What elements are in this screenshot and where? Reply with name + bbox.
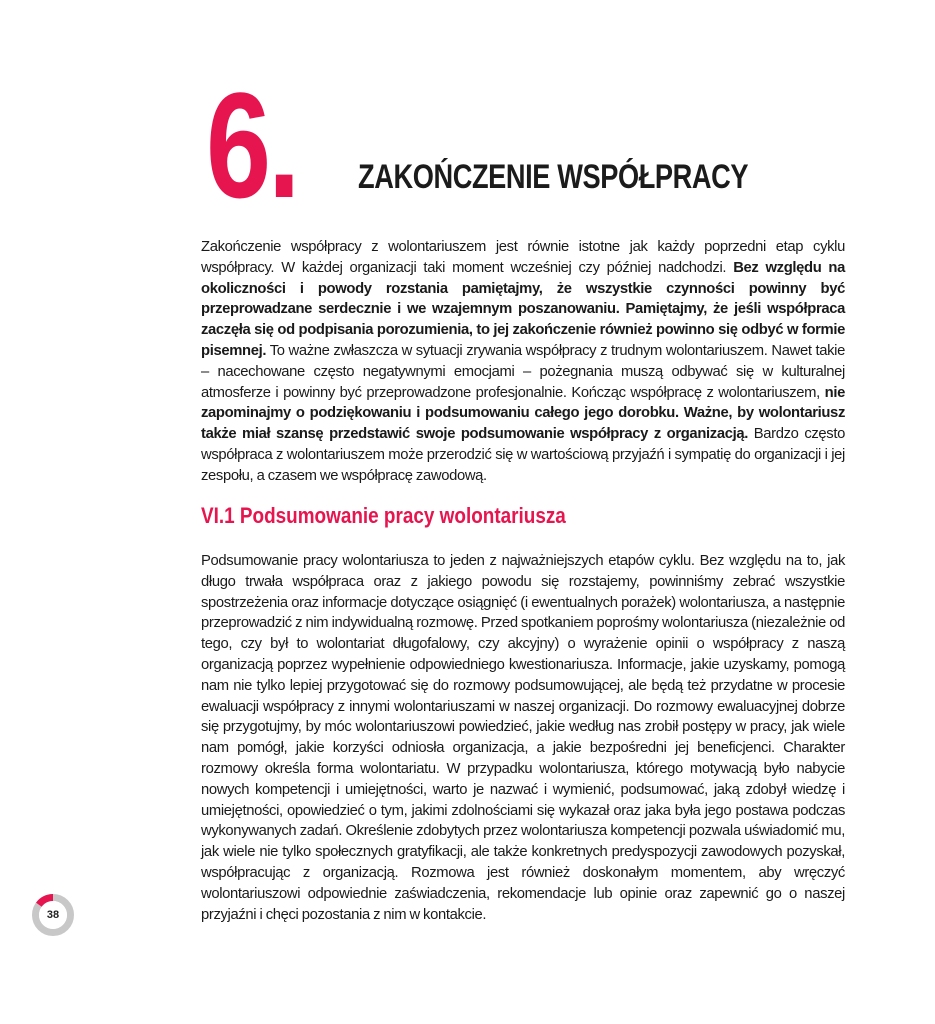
intro-text-run: Zakończenie współpracy z wolontariuszem jest równie istotne jak każdy poprzedni etap cyklu współpracy. W każdej organizacji taki moment wcześniej czy później nadchodzi. [201, 239, 845, 276]
intro-bold-run: Bez względu na okoliczności i powody rozstania pamiętajmy, że wszystkie czynności powinny być przeprowadzane serdecznie i we wzajemnym poszanowaniu. Pamiętajmy, że jeśli współpraca zaczęła się od podpisania porozumienia, to jej zakończenie również powinno się odbyć w formie pisemnej. [201, 259, 845, 359]
page-number: 38 [46, 909, 60, 921]
section-heading: VI.1 Podsumowanie pracy wolontariusza [201, 503, 566, 528]
intro-text-run: Bardzo często współpraca z wolontariuszem może przerodzić się w wartościową przyjaźń i sympatię do organizacji i jej zespołu, a czasem we współpracę zawodową. [201, 426, 845, 484]
intro-text-run: To ważne zwłaszcza w sytuacji zrywania współpracy z trudnym wolontariuszem. Nawet takie – nacechowane często negatywnymi emocjami – pożegnania muszą odbywać się w kulturalnej atmosferze i powinny być przeprowadzone profesjonalnie. Kończąc współpracę z wolontariuszem, [201, 342, 845, 401]
chapter-number: 6. [206, 61, 298, 229]
intro-paragraph [201, 237, 845, 487]
section-body: Podsumowanie pracy wolontariusza to jeden z najważniejszych etapów cyklu. Bez względu na to, jak długo trwała współpraca oraz z jakiego powodu się rozstajemy, powinniśmy zebrać wszystkie spostrzeżenia oraz informacje dotyczące osiągnięć (i ewentualnych porażek) wolontariusza, a następnie przeprowadzić z nim indywidualną rozmowę. Przed spotkaniem poprośmy wolontariusza (niezależnie od tego, czy był to wolontariat długofalowy, czy akcyjny) o wyrażenie opinii o współpracy z naszą organizacją poprzez wypełnienie odpowiedniego kwestionariusza. Informacje, jakie uzyskamy, pomogą nam nie tylko lepiej przygotować się do rozmowy podsumowującej, ale będą też przydatne w procesie ewaluacji współpracy z innymi wolontariuszami w naszej organizacji. Do rozmowy ewaluacyjnej dobrze się przygotujmy, by móc wolontariuszowi powiedzieć, jakie według nas zrobił postępy w pracy, jak wiele nam pomógł, jakie korzyści odniosła organizacja, a jakie bezpośredni jej beneficjenci. Charakter rozmowy określa forma wolontariatu. W przypadku wolontariusza, którego motywacją było nabycie nowych kompetencji i umiejętności, warto je nazwać i wymienić, podsumować, jaką zdobył wiedzę i umiejętności, opowiedzieć o tym, jakimi zdolnościami się wykazał oraz jaka była jego postawa podczas wykonywanych zadań. Określenie zdobytych przez wolontariusza kompetencji pozwala uświadomić mu, jak wiele nie tylko społecznych gratyfikacji, ale także konkretnych predyspozycji zawodowych pozyskał, współpracując z organizacją. Rozmowa jest również doskonałym momentem, aby wręczyć wolontariuszowi odpowiednie zaświadczenia, rekomendacje lub opinie oraz zapewnić go o naszej przyjaźni i chęci pozostania z nim w kontakcie. [201, 553, 845, 923]
intro-bold-run: nie zapominajmy o podziękowaniu i podsumowaniu całego jego dorobku. Ważne, by wolontariusz także miał szansę przedstawić swoje podsumowanie współpracy z organizacją. [201, 384, 845, 443]
chapter-title: ZAKOŃCZENIE WSPÓŁPRACY [358, 158, 749, 196]
